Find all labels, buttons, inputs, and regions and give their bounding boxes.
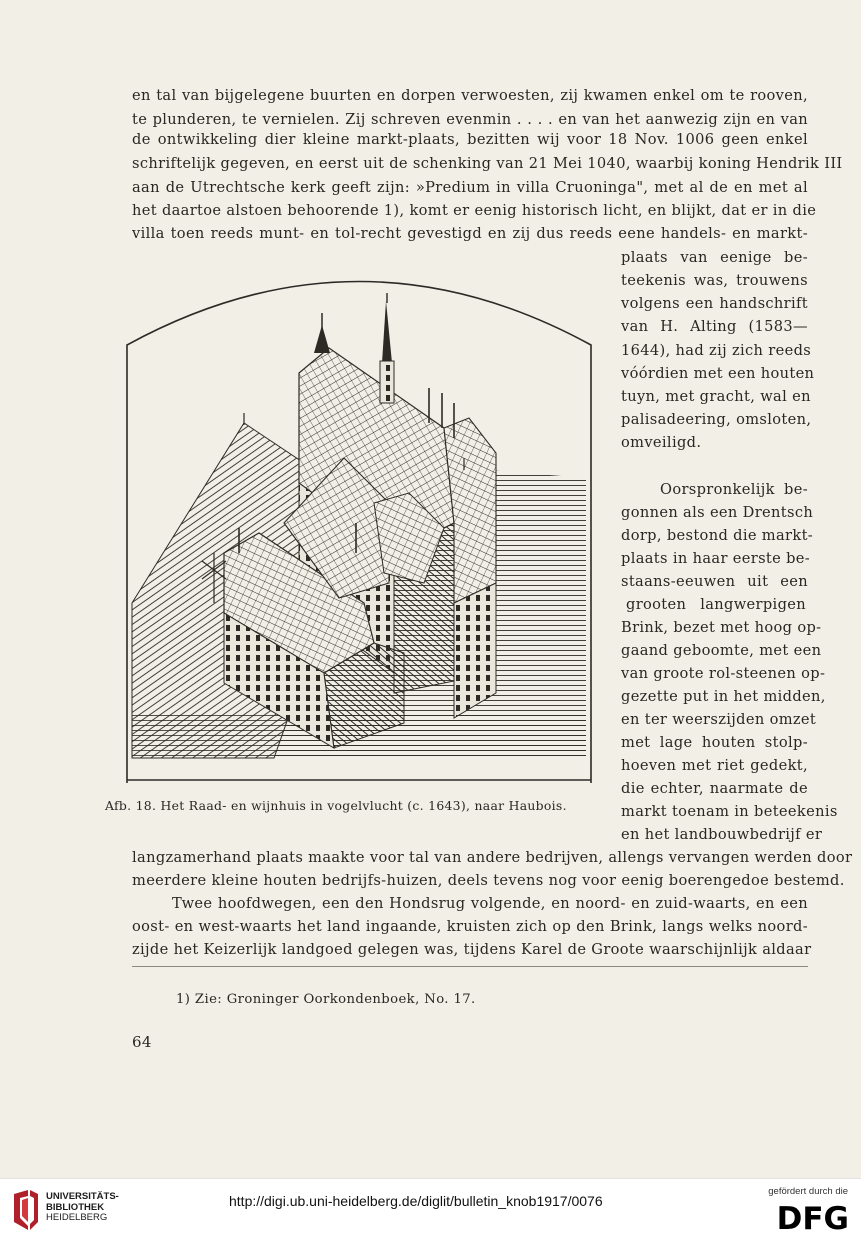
column-line: dorp, bestond die markt- [621, 527, 814, 544]
sponsor-note: gefördert durch die [768, 1186, 848, 1197]
body-line: aan de Utrechtsche kerk geeft zijn: »Predium in villa Cruoninga", met al de en met al [132, 179, 808, 196]
column-line: gaand geboomte, met een [621, 642, 822, 659]
library-line: UNIVERSITÄTS- [46, 1191, 119, 1202]
body-line: langzamerhand plaats maakte voor tal van andere bedrijven, allengs vervangen werden door [132, 849, 853, 866]
column-line: en ter weerszijden omzet [621, 711, 817, 728]
column-line: omveiligd. [621, 434, 702, 451]
column-line: grooten langwerpigen [626, 596, 806, 613]
town-hall-engraving [124, 253, 594, 783]
column-line: markt toenam in beteekenis [621, 803, 838, 820]
column-line: teekenis was, trouwens [621, 272, 808, 289]
column-line: palisadeering, omsloten, [621, 411, 812, 428]
column-line: hoeven met riet gedekt, [621, 757, 808, 774]
body-line: zijde het Keizerlijk landgoed gelegen was, tijdens Karel de Groote waarschijnlijk aldaar [132, 941, 812, 958]
column-line: die echter, naarmate de [621, 780, 808, 797]
body-line: Twee hoofdwegen, een den Hondsrug volgende, en noord- en zuid-waarts, en een [172, 895, 808, 912]
body-line: de ontwikkeling dier kleine markt-plaats, bezitten wij voor 18 Nov. 1006 geen enkel [132, 131, 808, 148]
figure-caption: Afb. 18. Het Raad- en wijnhuis in vogelvlucht (c. 1643), naar Haubois. [105, 798, 567, 813]
column-line: van H. Alting (1583— [621, 318, 808, 335]
body-line: en tal van bijgelegene buurten en dorpen verwoesten, zij kwamen enkel om te rooven, [132, 87, 808, 104]
body-line: meerdere kleine houten bedrijfs-huizen, deels tevens nog voor eenig boerengedoe bestemd. [132, 872, 845, 889]
column-line: 1644), had zij zich reeds [621, 342, 812, 359]
body-line: schriftelijk gegeven, en eerst uit de schenking van 21 Mei 1040, waarbij koning Hendrik III [132, 155, 843, 172]
column-line: volgens een handschrift [621, 295, 808, 312]
page-number: 64 [132, 1033, 152, 1051]
column-line: tuyn, met gracht, wal en [621, 388, 811, 405]
library-name [46, 1192, 119, 1224]
body-line: villa toen reeds munt- en tol-recht gevestigd en zij dus reeds eene handels- en markt- [132, 225, 808, 242]
viewer-footer [0, 1178, 861, 1241]
column-line: gonnen als een Drentsch [621, 504, 814, 521]
column-line: Oorspronkelijk be- [660, 481, 808, 498]
dfg-logo: DFG [776, 1201, 849, 1237]
column-line: vóórdien met een houten [621, 365, 815, 382]
footnote-rule [132, 966, 808, 967]
university-library-logo-icon [10, 1188, 40, 1232]
body-line: het daartoe alstoen behoorende 1), komt er eenig historisch licht, en blijkt, dat er in die [132, 202, 817, 219]
library-line: BIBLIOTHEK [46, 1201, 105, 1213]
column-line: plaats in haar eerste be- [621, 550, 811, 567]
column-line: staans-eeuwen uit een [621, 573, 808, 590]
column-line: gezette put in het midden, [621, 688, 826, 705]
column-line: van groote rol-steenen op- [621, 665, 826, 682]
body-line: te plunderen, te vernielen. Zij schreven evenmin . . . . en van het aanwezig zijn en van [132, 111, 808, 128]
library-line: HEIDELBERG [46, 1212, 108, 1223]
body-line: oost- en west-waarts het land ingaande, kruisten zich op den Brink, langs welks noord- [132, 918, 808, 935]
column-line: Brink, bezet met hoog op- [621, 619, 822, 636]
footnote: 1) Zie: Groninger Oorkondenboek, No. 17. [176, 992, 476, 1007]
column-line: en het landbouwbedrijf er [621, 826, 823, 843]
column-line: met lage houten stolp- [621, 734, 808, 751]
permalink-url[interactable]: http://digi.ub.uni-heidelberg.de/diglit/bulletin_knob1917/0076 [229, 1193, 603, 1209]
column-line: plaats van eenige be- [621, 249, 808, 266]
